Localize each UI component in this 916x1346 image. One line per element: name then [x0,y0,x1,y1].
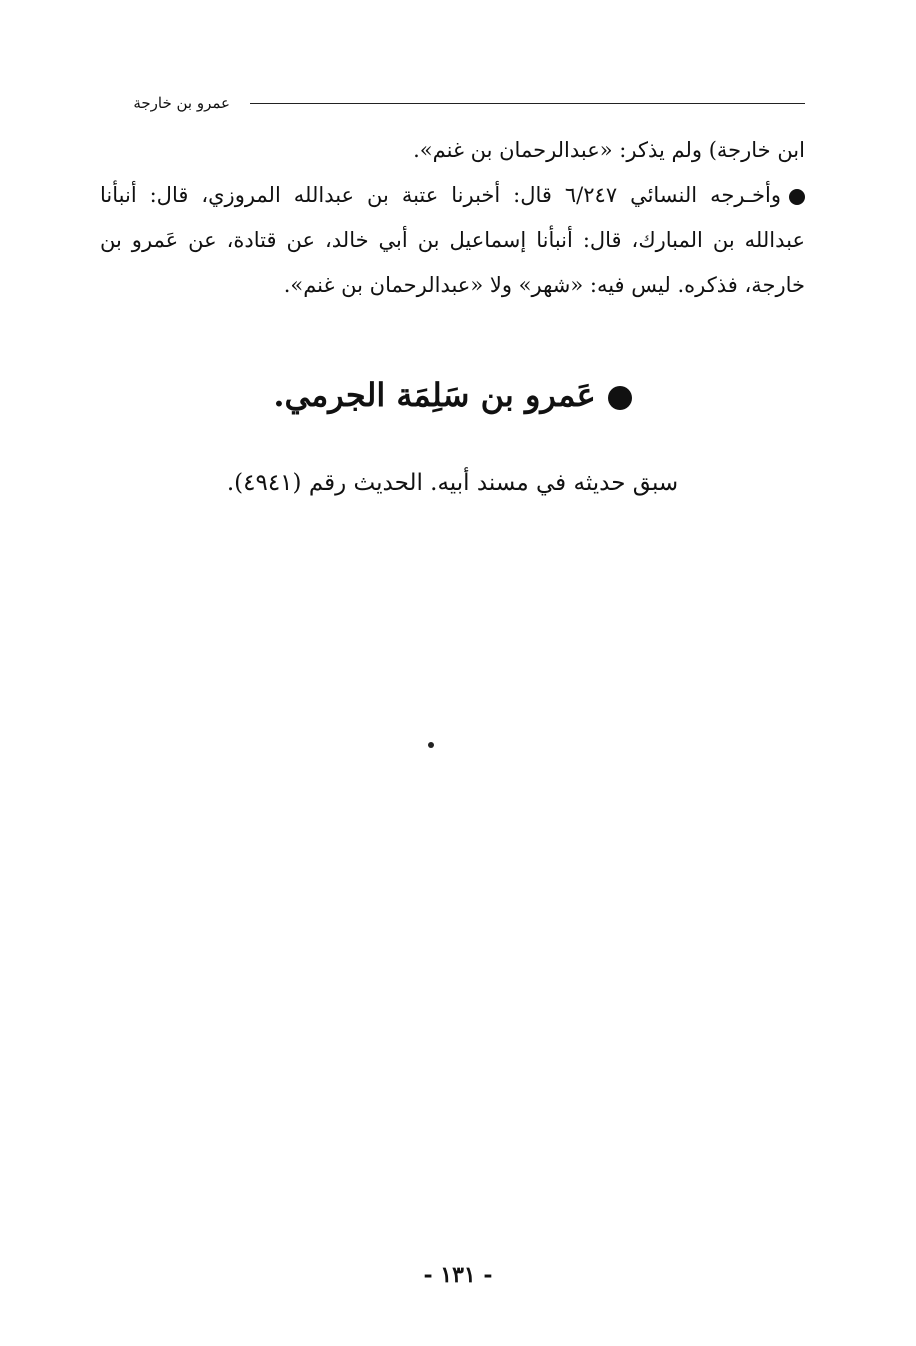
header-rule [250,103,805,104]
bullet-icon [789,189,805,205]
stray-mark [428,742,434,748]
bullet-icon [608,386,632,410]
cross-reference-note: سبق حديثه في مسند أبيه. الحديث رقم (٤٩٤١). [226,470,679,496]
body-text [100,128,805,308]
body-paragraph-nasai [100,173,805,308]
section-heading [100,365,805,425]
section-heading-text: عَمرو بن سَلِمَة الجرمي. [273,376,596,414]
body-paragraph-text: وأخـرجه النسائي ٦/٢٤٧ قال: أخبرنا عتبة بن عبدالله المروزي، قال: أنبأنا عبدالله بن المبارك، قال: أنبأنا إسماعيل بن أبي خالد، عن قتادة، عن عَمرو بن خارجة، فذكره. ليس فيه: «شهر» ولا «عبدالرحمان بن غنم». [100,183,805,297]
running-title: عمرو بن خارجة [133,94,230,112]
body-line-continuation: ابن خارجة) ولم يذكر: «عبدالرحمان بن غنم». [413,138,805,162]
running-header [100,90,805,120]
page-number: - ١٣١ - [423,1262,493,1288]
